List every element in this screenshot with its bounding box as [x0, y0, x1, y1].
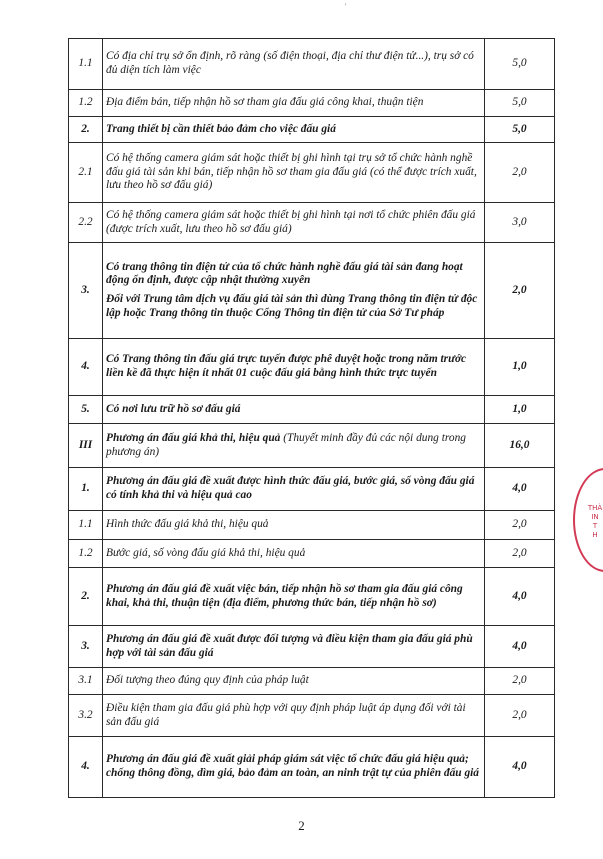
row-score: 1,0 [485, 339, 555, 396]
table-row [69, 511, 555, 540]
row-score: 5,0 [485, 39, 555, 90]
table-row [69, 243, 555, 339]
row-score: 4,0 [485, 468, 555, 511]
criteria-table [68, 38, 555, 798]
table-row [69, 203, 555, 243]
table-row [69, 396, 555, 424]
row-score: 5,0 [485, 117, 555, 143]
table-row [69, 540, 555, 568]
row-number: III [69, 424, 103, 468]
row-content: Trang thiết bị cần thiết bảo đảm cho việc đấu giá [103, 117, 485, 143]
row-content: Có nơi lưu trữ hồ sơ đấu giá [103, 396, 485, 424]
row-number: 2.2 [69, 203, 103, 243]
row-score: 1,0 [485, 396, 555, 424]
table-row [69, 695, 555, 737]
row-number: 2. [69, 568, 103, 626]
row-score: 4,0 [485, 626, 555, 668]
scan-mark: ' [345, 2, 347, 11]
table-row [69, 90, 555, 117]
row-number: 2.1 [69, 143, 103, 203]
row-content: Phương án đấu giá đề xuất giải pháp giám sát việc tổ chức đấu giá hiệu quả; chống thông đồng, dìm giá, bảo đảm an toàn, an ninh trật tự của phiên đấu giá [103, 737, 485, 798]
table-row [69, 424, 555, 468]
row-number: 4. [69, 339, 103, 396]
row-content-extra: Đối với Trung tâm dịch vụ đấu giá tài sản thì dùng Trang thông tin điện tử độc lập hoặc Trang thông tin thuộc Cổng Thông tin điện tử của Sở Tư pháp [106, 293, 478, 319]
row-score: 2,0 [485, 668, 555, 695]
table-row [69, 117, 555, 143]
table-row [69, 668, 555, 695]
row-score: 2,0 [485, 143, 555, 203]
table-row [69, 339, 555, 396]
stamp-text: THÀ IN T H [587, 504, 603, 539]
row-number: 1.2 [69, 90, 103, 117]
row-score: 2,0 [485, 243, 555, 339]
red-seal-stamp [573, 468, 603, 572]
row-content: Có hệ thống camera giám sát hoặc thiết bị ghi hình tại trụ sở tổ chức hành nghề đấu giá tài sản khi bán, tiếp nhận hồ sơ tham gia đấu giá (có thể được trích xuất, lưu theo hồ sơ đấu giá) [103, 143, 485, 203]
row-content-main: Có trang thông tin điện tử của tổ chức hành nghề đấu giá tài sản đang hoạt động ổn định, được cập nhật thường xuyên [106, 260, 463, 287]
row-content: Địa điểm bán, tiếp nhận hồ sơ tham gia đấu giá công khai, thuận tiện [103, 90, 485, 117]
row-score: 16,0 [485, 424, 555, 468]
table-row [69, 737, 555, 798]
row-score: 2,0 [485, 540, 555, 568]
row-content: Có địa chỉ trụ sở ổn định, rõ ràng (số điện thoại, địa chỉ thư điện tử...), trụ sở có đủ diện tích làm việc [103, 39, 485, 90]
row-score: 4,0 [485, 568, 555, 626]
row-score: 2,0 [485, 695, 555, 737]
row-content: Phương án đấu giá đề xuất được hình thức đấu giá, bước giá, số vòng đấu giá có tính khả thi và hiệu quả cao [103, 468, 485, 511]
row-content: Bước giá, số vòng đấu giá khả thi, hiệu quả [103, 540, 485, 568]
row-score: 2,0 [485, 511, 555, 540]
row-content: Phương án đấu giá đề xuất được đối tượng và điều kiện tham gia đấu giá phù hợp với tài sản đấu giá [103, 626, 485, 668]
row-number: 3.1 [69, 668, 103, 695]
row-number: 3.2 [69, 695, 103, 737]
section-note: (Thuyết minh đầy đủ các nội dung trong phương án) [106, 431, 466, 458]
table-row [69, 626, 555, 668]
table-row [69, 143, 555, 203]
row-number: 2. [69, 117, 103, 143]
row-number: 3. [69, 626, 103, 668]
row-number: 1.1 [69, 511, 103, 540]
row-content: Phương án đấu giá đề xuất việc bán, tiếp nhận hồ sơ tham gia đấu giá công khai, khả thi, thuận tiện (địa điểm, phương thức bán, tiếp nhận hồ sơ) [103, 568, 485, 626]
row-score: 5,0 [485, 90, 555, 117]
row-number: 1.2 [69, 540, 103, 568]
row-content: Điều kiện tham gia đấu giá phù hợp với quy định pháp luật áp dụng đối với tài sản đấu giá [103, 695, 485, 737]
row-number: 1.1 [69, 39, 103, 90]
row-content: Có hệ thống camera giám sát hoặc thiết bị ghi hình tại nơi tổ chức phiên đấu giá (được trích xuất, lưu theo hồ sơ đấu giá) [103, 203, 485, 243]
table-row [69, 468, 555, 511]
row-content: Đối tượng theo đúng quy định của pháp luật [103, 668, 485, 695]
table-row [69, 39, 555, 90]
section-title: Phương án đấu giá khả thi, hiệu quả [106, 431, 281, 444]
row-number: 3. [69, 243, 103, 339]
row-content: Hình thức đấu giá khả thi, hiệu quả [103, 511, 485, 540]
page-number: 2 [298, 818, 305, 833]
row-number: 5. [69, 396, 103, 424]
row-score: 3,0 [485, 203, 555, 243]
row-number: 1. [69, 468, 103, 511]
table-row [69, 568, 555, 626]
row-content [103, 243, 485, 339]
row-content: Có Trang thông tin đấu giá trực tuyến được phê duyệt hoặc trong năm trước liền kề đã thực hiện ít nhất 01 cuộc đấu giá bằng hình thức trực tuyến [103, 339, 485, 396]
row-number: 4. [69, 737, 103, 798]
row-score: 4,0 [485, 737, 555, 798]
row-content [103, 424, 485, 468]
